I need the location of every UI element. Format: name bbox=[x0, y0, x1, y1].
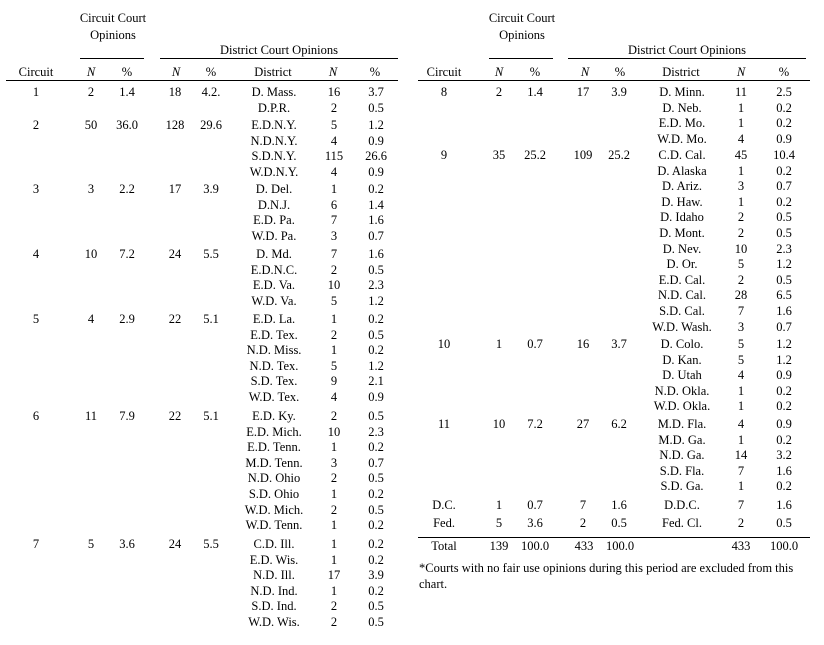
col-n-right: N bbox=[736, 65, 746, 79]
circuit-cell: 9 bbox=[440, 148, 448, 162]
district-pct-cell: 1.2 bbox=[776, 257, 792, 272]
district-n-cell: 7 bbox=[330, 247, 338, 261]
district-name-cell: D. Del. bbox=[255, 182, 293, 196]
district-name-cell: E.D. Tenn. bbox=[247, 440, 301, 455]
district-name-cell: D.N.J. bbox=[257, 197, 291, 212]
district-name-cell: S.D. Cal. bbox=[659, 304, 705, 318]
district-n-cell: 7 bbox=[737, 498, 745, 512]
district-n-cell: 1 bbox=[737, 163, 745, 178]
district-n-cell: 4 bbox=[330, 390, 338, 404]
district-total-pct-cell: 29.6 bbox=[200, 118, 222, 132]
district-pct-cell: 2.5 bbox=[776, 85, 792, 99]
district-pct-cell: 0.2 bbox=[776, 479, 792, 494]
circuit-pct-cell: 36.0 bbox=[116, 118, 138, 132]
district-pct-cell: 1.2 bbox=[368, 293, 384, 308]
district-n-cell: 2 bbox=[330, 262, 338, 277]
district-pct-cell: 0.5 bbox=[368, 599, 384, 614]
district-n-cell: 1 bbox=[330, 312, 338, 326]
district-n-cell: 1 bbox=[737, 383, 745, 398]
district-pct-cell: 3.7 bbox=[368, 85, 384, 99]
district-pct-cell: 1.2 bbox=[776, 352, 792, 367]
district-name-cell: E.D. Tex. bbox=[250, 327, 298, 342]
district-pct-cell: 10.4 bbox=[773, 148, 795, 162]
district-pct-cell: 0.2 bbox=[368, 487, 384, 501]
district-total-n-cell: 18 bbox=[168, 85, 182, 99]
district-total-n-cell: 2 bbox=[579, 516, 587, 530]
district-pct-cell: 0.2 bbox=[776, 194, 792, 209]
col-circuit-left: Circuit bbox=[18, 65, 54, 79]
district-total-pct-cell: 3.9 bbox=[203, 182, 219, 196]
circuit-n-cell: 11 bbox=[84, 409, 98, 423]
district-n-cell: 2 bbox=[737, 516, 745, 530]
circuit-pct-cell: 25.2 bbox=[524, 148, 546, 162]
circuit-n-cell: 3 bbox=[87, 182, 95, 196]
district-n-cell: 3 bbox=[737, 179, 745, 194]
district-n-cell: 5 bbox=[737, 352, 745, 367]
district-name-cell: M.D. Ga. bbox=[658, 432, 706, 447]
district-pct-cell: 0.9 bbox=[776, 368, 792, 383]
circuit-cell: 8 bbox=[440, 85, 448, 99]
district-n-cell: 1 bbox=[737, 116, 745, 131]
district-pct-cell: 0.2 bbox=[776, 163, 792, 178]
district-total-n-cell: 17 bbox=[168, 182, 182, 196]
district-n-cell: 4 bbox=[330, 133, 338, 148]
col-dn-right: N bbox=[580, 65, 590, 79]
district-name-cell: S.D. Tex. bbox=[250, 374, 298, 389]
district-name-cell: W.D. Wis. bbox=[248, 615, 300, 629]
district-name-cell: E.D. La. bbox=[252, 312, 296, 326]
district-name-cell: N.D. Ga. bbox=[659, 448, 705, 463]
district-n-cell: 115 bbox=[324, 149, 344, 164]
district-pct-cell: 1.2 bbox=[368, 358, 384, 373]
district-pct-cell: 1.6 bbox=[776, 463, 792, 478]
district-n-cell: 2 bbox=[737, 226, 745, 240]
district-name-cell: C.D. Ill. bbox=[253, 537, 295, 551]
district-n-cell: 28 bbox=[734, 288, 748, 303]
district-pct-cell: 2.1 bbox=[368, 374, 384, 389]
circuit-n-cell: 5 bbox=[87, 537, 95, 551]
district-name-cell: E.D.N.Y. bbox=[251, 118, 297, 132]
total-circuit-n: 139 bbox=[489, 539, 509, 553]
district-pct-cell: 1.6 bbox=[776, 498, 792, 512]
district-n-cell: 1 bbox=[330, 182, 338, 196]
district-name-cell: N.D. Cal. bbox=[658, 288, 706, 303]
district-n-cell: 1 bbox=[330, 552, 338, 567]
district-n-cell: 14 bbox=[734, 448, 748, 463]
district-name-cell: N.D.N.Y. bbox=[250, 133, 298, 148]
district-total-pct-cell: 6.2 bbox=[611, 417, 627, 431]
district-pct-cell: 3.9 bbox=[368, 568, 384, 583]
district-pct-cell: 0.5 bbox=[368, 100, 384, 115]
district-name-cell: S.D. Ga. bbox=[660, 479, 704, 494]
district-n-cell: 1 bbox=[737, 194, 745, 209]
district-pct-cell: 0.2 bbox=[368, 518, 384, 533]
district-name-cell: D.P.R. bbox=[257, 100, 291, 115]
col-n-left: N bbox=[328, 65, 338, 79]
district-n-cell: 45 bbox=[734, 148, 748, 162]
district-name-cell: S.D.N.Y. bbox=[251, 149, 297, 164]
header-rule-circuit-right bbox=[489, 58, 553, 59]
district-pct-cell: 0.2 bbox=[368, 440, 384, 455]
circuit-court-opinions-header-left: Circuit Court Opinions bbox=[79, 11, 147, 42]
district-n-cell: 1 bbox=[330, 343, 338, 358]
district-total-n-cell: 16 bbox=[576, 337, 590, 351]
district-pct-cell: 26.6 bbox=[365, 149, 387, 164]
district-n-cell: 4 bbox=[330, 164, 338, 179]
circuit-pct-cell: 0.7 bbox=[527, 498, 543, 512]
district-court-opinions-header-left: District Court Opinions bbox=[219, 43, 339, 57]
circuit-pct-cell: 2.9 bbox=[119, 312, 135, 326]
district-name-cell: W.D. Pa. bbox=[251, 228, 297, 243]
district-court-opinions-header-right: District Court Opinions bbox=[627, 43, 747, 57]
district-name-cell: N.D. Miss. bbox=[246, 343, 302, 358]
total-pct: 100.0 bbox=[769, 539, 799, 553]
district-n-cell: 7 bbox=[737, 304, 745, 318]
district-pct-cell: 1.6 bbox=[776, 304, 792, 318]
circuit-n-cell: 2 bbox=[87, 85, 95, 99]
district-n-cell: 1 bbox=[330, 518, 338, 533]
district-name-cell: D. Idaho bbox=[660, 210, 704, 225]
district-name-cell: D. Ariz. bbox=[662, 179, 702, 194]
district-name-cell: W.D. Mo. bbox=[657, 131, 707, 146]
circuit-court-opinions-header-right: Circuit Court Opinions bbox=[488, 11, 556, 42]
circuit-cell: Fed. bbox=[433, 516, 455, 530]
district-pct-cell: 1.6 bbox=[368, 213, 384, 228]
total-rule bbox=[418, 537, 810, 538]
district-name-cell: S.D. Fla. bbox=[659, 463, 705, 478]
district-pct-cell: 0.9 bbox=[368, 133, 384, 148]
district-name-cell: D. Minn. bbox=[659, 85, 705, 99]
district-total-n-cell: 22 bbox=[168, 409, 182, 423]
district-name-cell: D. Colo. bbox=[660, 337, 704, 351]
header-rule-district-left bbox=[160, 58, 398, 59]
district-total-n-cell: 17 bbox=[576, 85, 590, 99]
district-n-cell: 5 bbox=[737, 257, 745, 272]
district-pct-cell: 0.2 bbox=[776, 383, 792, 398]
district-pct-cell: 0.5 bbox=[368, 262, 384, 277]
district-pct-cell: 0.5 bbox=[368, 471, 384, 486]
district-name-cell: M.D. Tenn. bbox=[245, 455, 303, 470]
district-pct-cell: 0.2 bbox=[776, 116, 792, 131]
col-circuit-right: Circuit bbox=[426, 65, 462, 79]
district-pct-cell: 2.3 bbox=[776, 241, 792, 256]
district-name-cell: E.D. Va. bbox=[252, 278, 296, 293]
district-n-cell: 4 bbox=[737, 417, 745, 431]
total-district-n: 433 bbox=[574, 539, 594, 553]
district-total-pct-cell: 5.1 bbox=[203, 409, 219, 423]
district-n-cell: 1 bbox=[330, 487, 338, 501]
col-dp-right: % bbox=[614, 65, 626, 79]
total-label: Total bbox=[431, 539, 457, 553]
circuit-n-cell: 1 bbox=[495, 498, 503, 512]
col-pct-left: % bbox=[369, 65, 381, 79]
circuit-n-cell: 1 bbox=[495, 337, 503, 351]
col-district-right: District bbox=[662, 65, 700, 79]
district-pct-cell: 0.2 bbox=[368, 312, 384, 326]
district-pct-cell: 0.7 bbox=[368, 455, 384, 470]
district-pct-cell: 0.5 bbox=[776, 226, 792, 240]
circuit-n-cell: 10 bbox=[84, 247, 98, 261]
circuit-n-cell: 5 bbox=[495, 516, 503, 530]
district-pct-cell: 0.2 bbox=[368, 182, 384, 196]
district-name-cell: W.D. Va. bbox=[251, 293, 297, 308]
district-pct-cell: 0.7 bbox=[776, 179, 792, 194]
district-total-pct-cell: 3.7 bbox=[611, 337, 627, 351]
col-dp-left: % bbox=[205, 65, 217, 79]
district-pct-cell: 0.9 bbox=[776, 131, 792, 146]
district-name-cell: D. Alaska bbox=[657, 163, 707, 178]
district-name-cell: W.D.N.Y. bbox=[249, 164, 299, 179]
col-cp-left: % bbox=[121, 65, 133, 79]
district-n-cell: 2 bbox=[330, 599, 338, 614]
district-pct-cell: 6.5 bbox=[776, 288, 792, 303]
district-name-cell: E.D. Mo. bbox=[658, 116, 706, 131]
district-n-cell: 17 bbox=[327, 568, 341, 583]
circuit-cell: 6 bbox=[32, 409, 40, 423]
district-name-cell: S.D. Ohio bbox=[248, 487, 300, 501]
district-total-pct-cell: 3.9 bbox=[611, 85, 627, 99]
circuit-cell: D.C. bbox=[432, 498, 456, 512]
circuit-n-cell: 35 bbox=[492, 148, 506, 162]
district-pct-cell: 0.5 bbox=[776, 210, 792, 225]
district-n-cell: 6 bbox=[330, 197, 338, 212]
district-pct-cell: 0.2 bbox=[776, 432, 792, 447]
district-total-pct-cell: 5.1 bbox=[203, 312, 219, 326]
district-name-cell: M.D. Fla. bbox=[657, 417, 707, 431]
district-pct-cell: 1.4 bbox=[368, 197, 384, 212]
district-n-cell: 10 bbox=[327, 278, 341, 293]
circuit-pct-cell: 7.2 bbox=[119, 247, 135, 261]
circuit-n-cell: 4 bbox=[87, 312, 95, 326]
district-pct-cell: 0.2 bbox=[776, 100, 792, 115]
district-pct-cell: 0.2 bbox=[368, 537, 384, 551]
district-total-pct-cell: 0.5 bbox=[611, 516, 627, 530]
district-pct-cell: 0.9 bbox=[368, 390, 384, 404]
district-total-n-cell: 109 bbox=[573, 148, 593, 162]
district-name-cell: D. Mass. bbox=[251, 85, 297, 99]
district-n-cell: 1 bbox=[330, 440, 338, 455]
district-n-cell: 1 bbox=[737, 479, 745, 494]
district-name-cell: D.D.C. bbox=[664, 498, 700, 512]
district-pct-cell: 0.5 bbox=[368, 615, 384, 629]
district-name-cell: D. Utah bbox=[662, 368, 702, 383]
district-n-cell: 3 bbox=[737, 319, 745, 334]
district-pct-cell: 0.5 bbox=[776, 272, 792, 287]
total-circuit-pct: 100.0 bbox=[520, 539, 550, 553]
header-rule-district-right bbox=[568, 58, 806, 59]
col-cn-right: N bbox=[494, 65, 504, 79]
district-n-cell: 2 bbox=[330, 471, 338, 486]
district-n-cell: 10 bbox=[734, 241, 748, 256]
district-name-cell: E.D. Pa. bbox=[253, 213, 295, 228]
district-n-cell: 2 bbox=[330, 409, 338, 423]
district-name-cell: N.D. Ind. bbox=[250, 583, 298, 598]
circuit-cell: 5 bbox=[32, 312, 40, 326]
district-n-cell: 1 bbox=[737, 432, 745, 447]
district-pct-cell: 0.5 bbox=[776, 516, 792, 530]
district-pct-cell: 0.2 bbox=[368, 343, 384, 358]
district-n-cell: 16 bbox=[327, 85, 341, 99]
total-district-pct: 100.0 bbox=[605, 539, 635, 553]
district-pct-cell: 3.2 bbox=[776, 448, 792, 463]
district-total-n-cell: 24 bbox=[168, 537, 182, 551]
district-name-cell: E.D. Mich. bbox=[246, 424, 302, 439]
footnote: *Courts with no fair use opinions during this period are excluded from this chart. bbox=[419, 561, 794, 591]
district-n-cell: 2 bbox=[737, 210, 745, 225]
district-name-cell: D. Mont. bbox=[659, 226, 705, 240]
circuit-pct-cell: 1.4 bbox=[119, 85, 135, 99]
district-n-cell: 7 bbox=[737, 463, 745, 478]
district-name-cell: C.D. Cal. bbox=[658, 148, 706, 162]
district-name-cell: W.D. Tenn. bbox=[245, 518, 303, 533]
district-n-cell: 11 bbox=[734, 85, 748, 99]
district-name-cell: D. Neb. bbox=[662, 100, 702, 115]
district-pct-cell: 0.9 bbox=[776, 417, 792, 431]
circuit-cell: 3 bbox=[32, 182, 40, 196]
district-n-cell: 2 bbox=[330, 100, 338, 115]
district-total-n-cell: 7 bbox=[579, 498, 587, 512]
district-pct-cell: 0.7 bbox=[368, 228, 384, 243]
district-pct-cell: 0.2 bbox=[368, 583, 384, 598]
district-n-cell: 10 bbox=[327, 424, 341, 439]
total-n: 433 bbox=[731, 539, 751, 553]
circuit-cell: 1 bbox=[32, 85, 40, 99]
district-name-cell: W.D. Okla. bbox=[653, 399, 711, 414]
district-n-cell: 3 bbox=[330, 228, 338, 243]
district-total-pct-cell: 1.6 bbox=[611, 498, 627, 512]
district-total-pct-cell: 5.5 bbox=[203, 247, 219, 261]
district-pct-cell: 0.2 bbox=[368, 552, 384, 567]
circuit-n-cell: 2 bbox=[495, 85, 503, 99]
district-n-cell: 4 bbox=[737, 131, 745, 146]
circuit-cell: 10 bbox=[437, 337, 451, 351]
district-name-cell: E.D.N.C. bbox=[250, 262, 298, 277]
district-pct-cell: 0.9 bbox=[368, 164, 384, 179]
district-n-cell: 5 bbox=[330, 293, 338, 308]
col-district-left: District bbox=[254, 65, 292, 79]
header-bottom-rule-left bbox=[6, 80, 398, 81]
district-total-pct-cell: 5.5 bbox=[203, 537, 219, 551]
circuit-pct-cell: 0.7 bbox=[527, 337, 543, 351]
circuit-pct-cell: 1.4 bbox=[527, 85, 543, 99]
district-name-cell: W.D. Tex. bbox=[248, 390, 300, 404]
circuit-cell: 4 bbox=[32, 247, 40, 261]
circuit-cell: 7 bbox=[32, 537, 40, 551]
district-name-cell: W.D. Wash. bbox=[652, 319, 712, 334]
district-pct-cell: 0.2 bbox=[776, 399, 792, 414]
circuit-cell: 2 bbox=[32, 118, 40, 132]
district-name-cell: E.D. Cal. bbox=[658, 272, 706, 287]
district-name-cell: D. Kan. bbox=[662, 352, 702, 367]
district-name-cell: D. Haw. bbox=[661, 194, 703, 209]
district-total-pct-cell: 25.2 bbox=[608, 148, 630, 162]
district-n-cell: 5 bbox=[737, 337, 745, 351]
district-pct-cell: 1.6 bbox=[368, 247, 384, 261]
district-n-cell: 1 bbox=[737, 100, 745, 115]
district-n-cell: 7 bbox=[330, 213, 338, 228]
district-name-cell: E.D. Wis. bbox=[249, 552, 299, 567]
district-name-cell: N.D. Okla. bbox=[654, 383, 710, 398]
district-n-cell: 2 bbox=[330, 502, 338, 517]
col-cp-right: % bbox=[529, 65, 541, 79]
circuit-pct-cell: 3.6 bbox=[119, 537, 135, 551]
district-pct-cell: 0.5 bbox=[368, 502, 384, 517]
circuit-pct-cell: 7.2 bbox=[527, 417, 543, 431]
district-pct-cell: 0.5 bbox=[368, 409, 384, 423]
district-n-cell: 1 bbox=[330, 583, 338, 598]
district-n-cell: 9 bbox=[330, 374, 338, 389]
header-bottom-rule-right bbox=[418, 80, 810, 81]
district-total-n-cell: 24 bbox=[168, 247, 182, 261]
district-n-cell: 2 bbox=[330, 615, 338, 629]
district-name-cell: Fed. Cl. bbox=[662, 516, 702, 530]
circuit-pct-cell: 3.6 bbox=[527, 516, 543, 530]
district-pct-cell: 2.3 bbox=[368, 424, 384, 439]
circuit-n-cell: 10 bbox=[492, 417, 506, 431]
circuit-cell: 11 bbox=[437, 417, 451, 431]
circuit-pct-cell: 2.2 bbox=[119, 182, 135, 196]
header-rule-circuit-left bbox=[80, 58, 144, 59]
district-pct-cell: 0.7 bbox=[776, 319, 792, 334]
district-name-cell: W.D. Mich. bbox=[244, 502, 304, 517]
district-name-cell: D. Nev. bbox=[662, 241, 702, 256]
district-pct-cell: 1.2 bbox=[368, 118, 384, 132]
district-name-cell: N.D. Tex. bbox=[249, 358, 299, 373]
district-name-cell: D. Or. bbox=[666, 257, 698, 272]
col-pct-right: % bbox=[778, 65, 790, 79]
district-pct-cell: 1.2 bbox=[776, 337, 792, 351]
circuit-n-cell: 50 bbox=[84, 118, 98, 132]
district-n-cell: 3 bbox=[330, 455, 338, 470]
district-total-n-cell: 128 bbox=[165, 118, 185, 132]
district-n-cell: 2 bbox=[737, 272, 745, 287]
district-n-cell: 1 bbox=[737, 399, 745, 414]
col-dn-left: N bbox=[171, 65, 181, 79]
district-n-cell: 5 bbox=[330, 118, 338, 132]
district-pct-cell: 2.3 bbox=[368, 278, 384, 293]
district-n-cell: 5 bbox=[330, 358, 338, 373]
district-name-cell: N.D. Ohio bbox=[247, 471, 301, 486]
district-pct-cell: 0.5 bbox=[368, 327, 384, 342]
district-total-n-cell: 27 bbox=[576, 417, 590, 431]
district-n-cell: 1 bbox=[330, 537, 338, 551]
district-total-pct-cell: 4.2. bbox=[201, 85, 221, 99]
district-n-cell: 2 bbox=[330, 327, 338, 342]
district-name-cell: S.D. Ind. bbox=[251, 599, 297, 614]
district-n-cell: 4 bbox=[737, 368, 745, 383]
circuit-pct-cell: 7.9 bbox=[119, 409, 135, 423]
district-name-cell: N.D. Ill. bbox=[253, 568, 295, 583]
district-name-cell: E.D. Ky. bbox=[252, 409, 296, 423]
col-cn-left: N bbox=[86, 65, 96, 79]
district-name-cell: D. Md. bbox=[256, 247, 292, 261]
district-total-n-cell: 22 bbox=[168, 312, 182, 326]
